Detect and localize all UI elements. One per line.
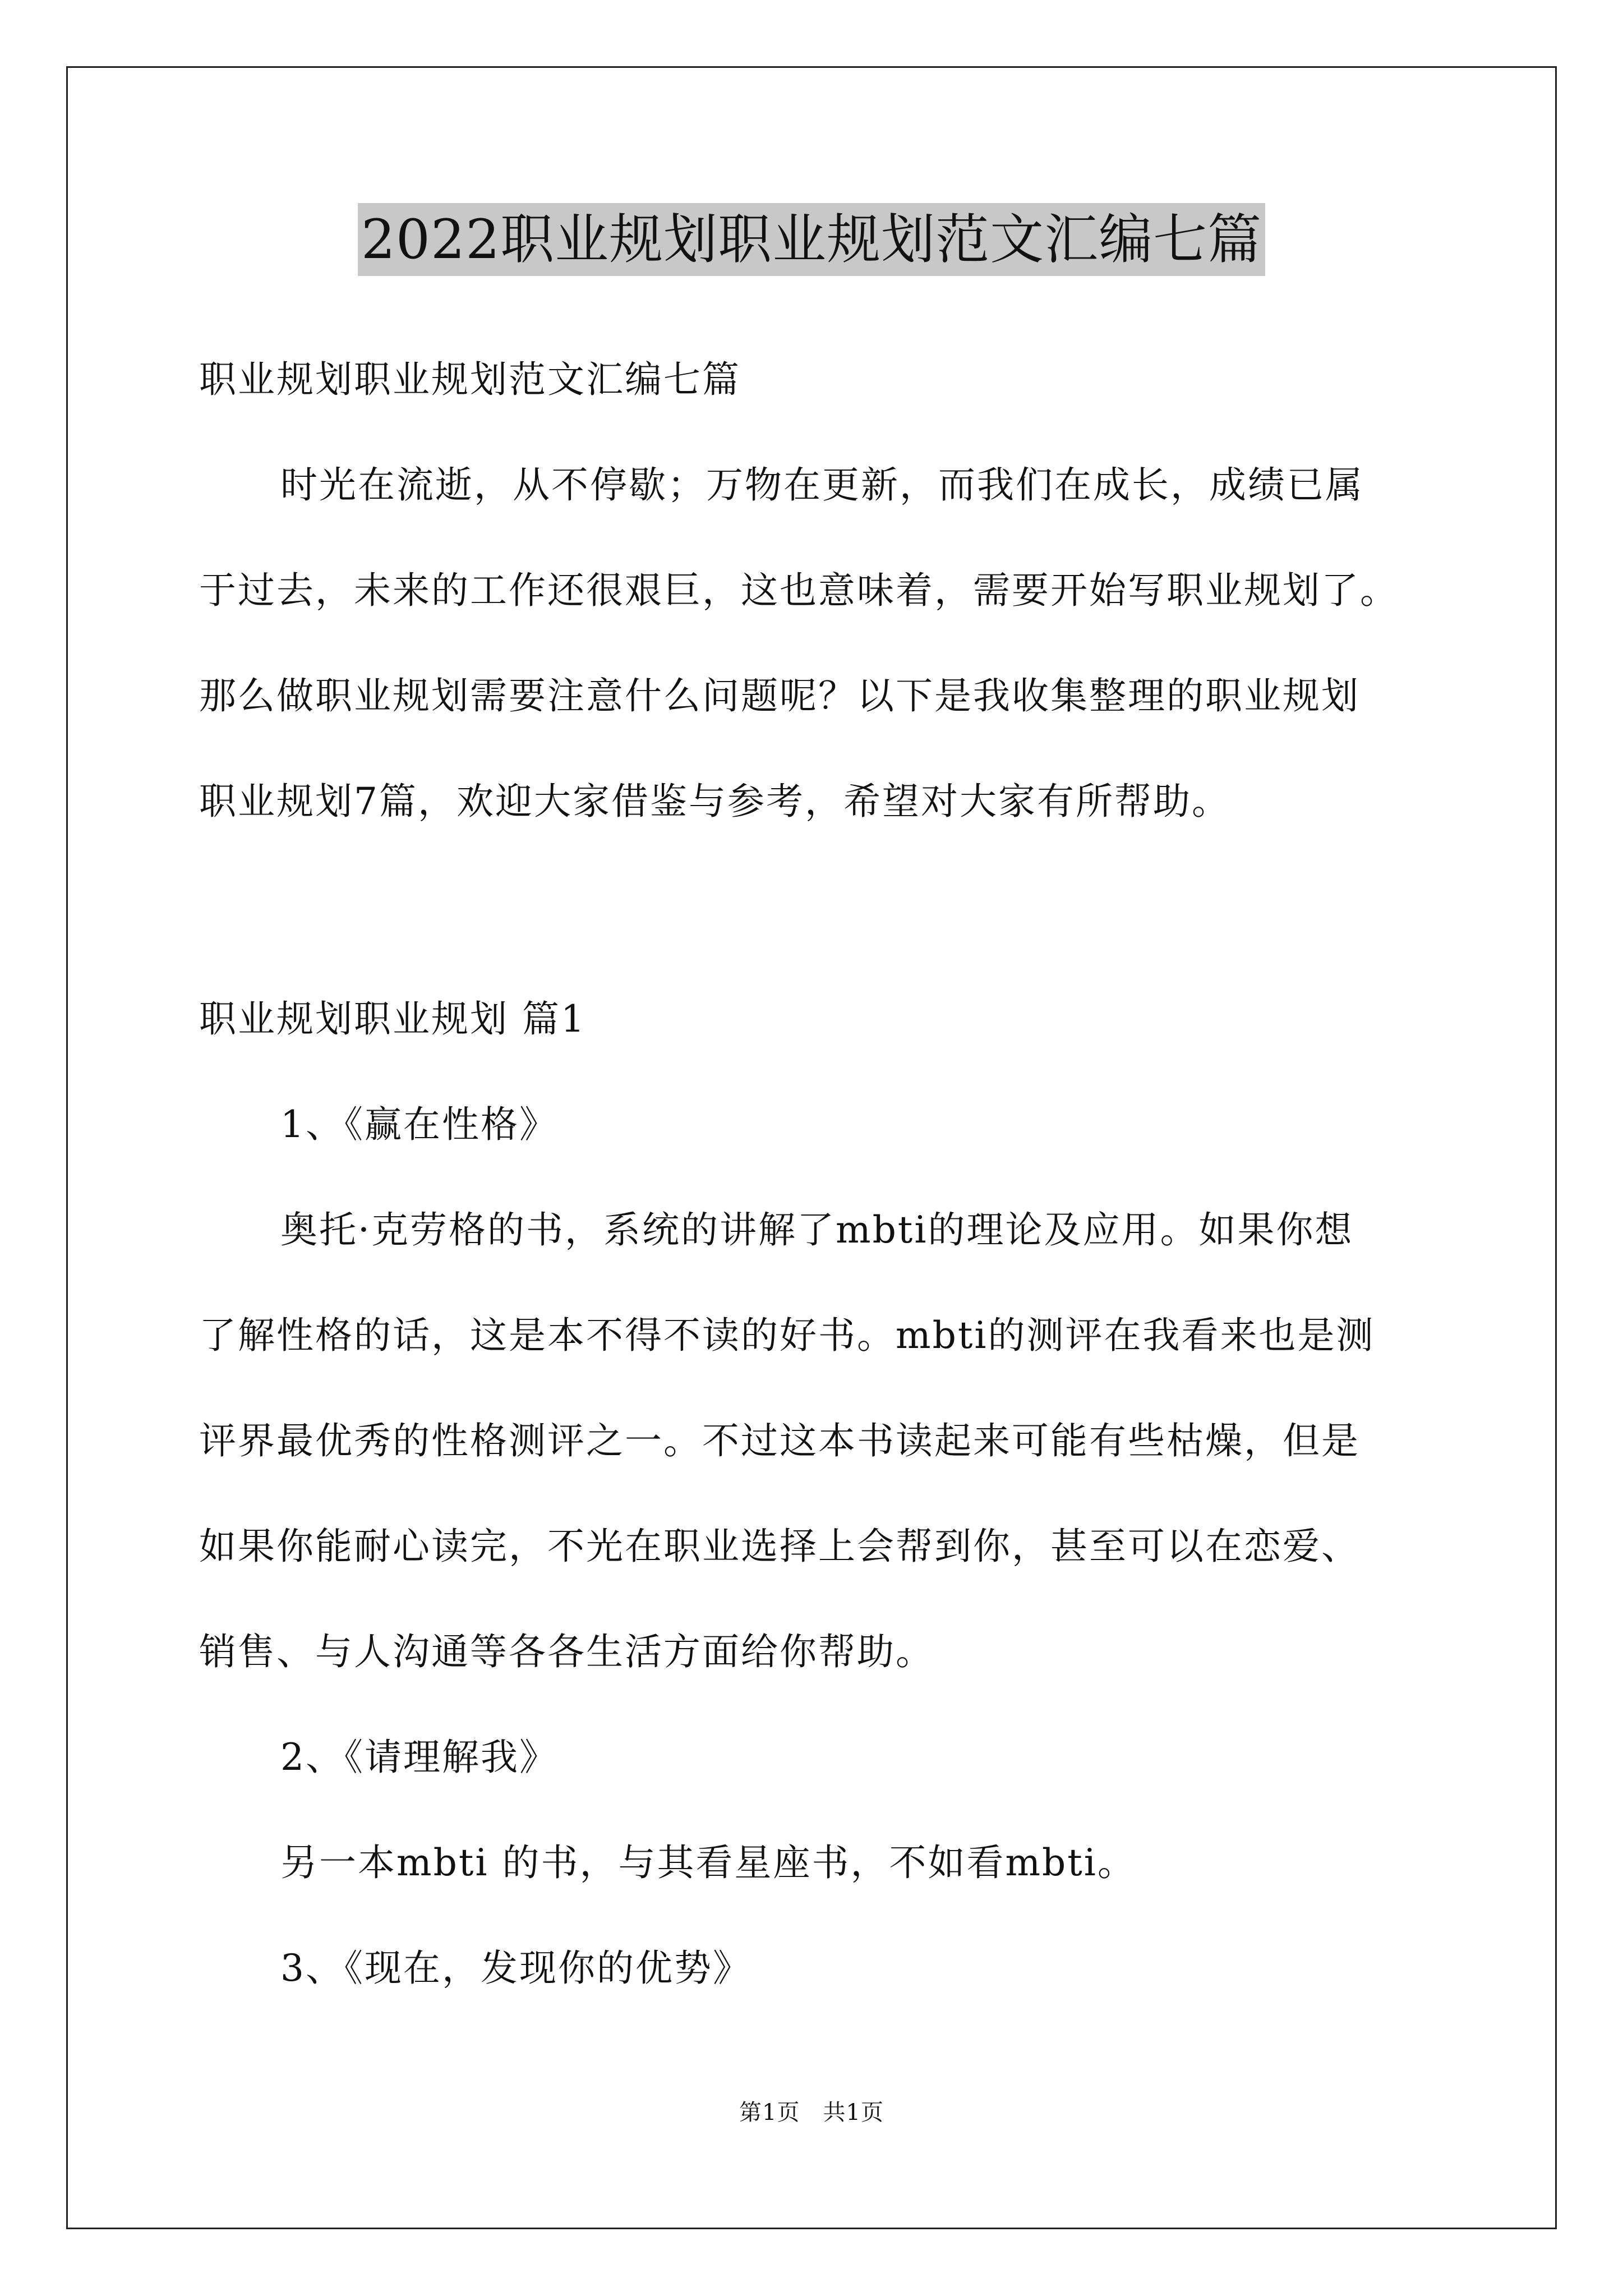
item-2-line: 另一本mbti 的书，与其看星座书，不如看mbti。	[280, 1841, 1136, 1884]
section-heading: 职业规划职业规划 篇1	[199, 997, 586, 1041]
item-2-title: 2、《请理解我》	[280, 1736, 558, 1779]
intro-line-3: 那么做职业规划需要注意什么问题呢？以下是我收集整理的职业规划	[199, 674, 1360, 717]
item-3-title: 3、《现在，发现你的优势》	[280, 1947, 751, 1990]
item-1-line-3: 评界最优秀的性格测评之一。不过这本书读起来可能有些枯燥，但是	[199, 1419, 1360, 1462]
document-title: 2022职业规划职业规划范文汇编七篇	[358, 203, 1265, 276]
item-1-line-5: 销售、与人沟通等各各生活方面给你帮助。	[199, 1630, 934, 1673]
intro-line-4: 职业规划7篇，欢迎大家借鉴与参考，希望对大家有所帮助。	[199, 780, 1230, 823]
item-1-line-1: 奥托·克劳格的书，系统的讲解了mbti的理论及应用。如果你想	[280, 1208, 1354, 1251]
intro-line-1: 时光在流逝，从不停歇；万物在更新，而我们在成长，成绩已属	[280, 463, 1364, 507]
item-1-line-2: 了解性格的话，这是本不得不读的好书。mbti的测评在我看来也是测	[199, 1314, 1375, 1357]
item-1-title: 1、《赢在性格》	[280, 1103, 558, 1146]
intro-line-2: 于过去，未来的工作还很艰巨，这也意味着，需要开始写职业规划了。	[199, 569, 1399, 612]
title-block	[0, 203, 1623, 276]
item-1-line-4: 如果你能耐心读完，不光在职业选择上会帮到你，甚至可以在恋爱、	[199, 1525, 1360, 1568]
document-subtitle: 职业规划职业规划范文汇编七篇	[199, 358, 741, 401]
page-footer: 第1页 共1页	[739, 2100, 884, 2125]
